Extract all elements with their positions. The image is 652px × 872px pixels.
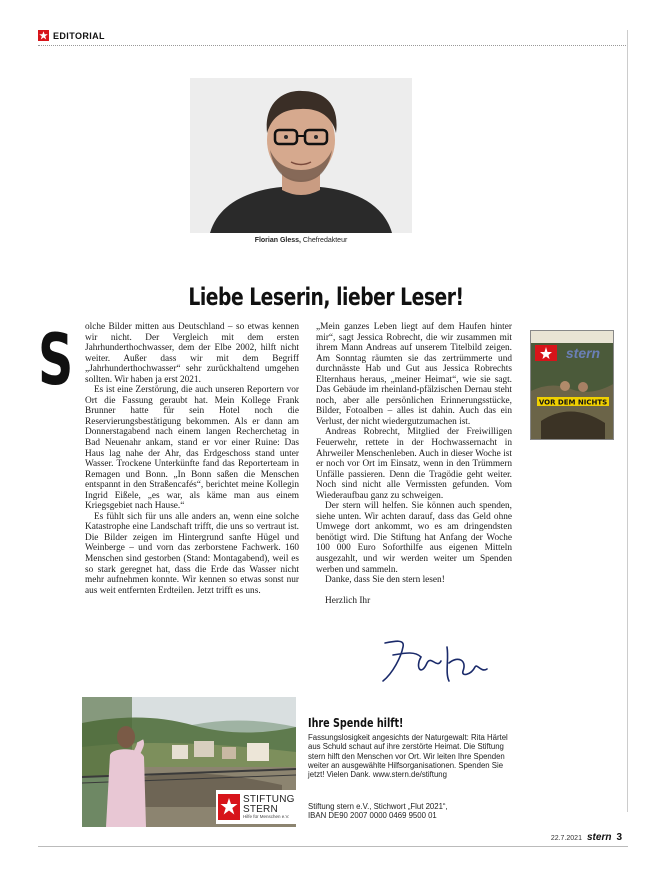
closing-line: Herzlich Ihr <box>325 595 371 606</box>
section-header <box>38 30 105 41</box>
paragraph: Der stern will helfen. Sie können auch spenden, siehe unten. Wir achten darauf, dass das Geld ohne Umwege dort ankommt, wo es am dringendsten benötigt wird. Die Stiftung hat Anfang der Woche 100 000 Euro Soforthilfe aus eigenen Mitteln ausgezahlt, und wir werden weiter um Spenden werben und sammeln. <box>316 501 512 575</box>
donation-bank-details <box>308 802 508 821</box>
editor-signature <box>375 633 495 688</box>
footer-divider <box>38 846 628 847</box>
drop-cap: S <box>38 319 74 401</box>
magazine-cover-thumbnail <box>530 330 614 440</box>
bank-line-1: Stiftung stern e.V., Stichwort „Flut 2021“, <box>308 802 448 811</box>
stiftung-stern-logo <box>216 790 300 824</box>
stern-star-icon <box>38 30 49 41</box>
paragraph: „Mein ganzes Leben liegt auf dem Haufen hinter mir“, sagt Jessica Robrecht, die wir zusammen mit ihrem Mann Andreas auf unserem Titelbild zeigen. Am Sonntag räumten sie das zertrümmerte und durchnässte Hab und Gut aus Jessica Robrechts Elternhaus heraus, „meiner Heimat“, wie sie sagt. Das Gebäude im rheinland-pfälzischen Dernau steht noch, aber alle persönlichen Erinnerungsstücke, Bilder, Fotoalben – alles ist dahin. Auch das ein Verlust, der nicht wiedergutzumachen ist. <box>316 322 512 427</box>
stiftung-line2: STERN <box>243 803 278 815</box>
page-edge-line <box>627 30 628 812</box>
cover-banner: VOR DEM NICHTS <box>538 398 608 407</box>
paragraph: Danke, dass Sie den stern lesen! <box>325 575 445 586</box>
donation-text: Fassungslosigkeit angesichts der Naturgewalt: Rita Härtel aus Schuld schaut auf ihre zerstörte Heimat. Die Stiftung stern hilft den Menschen vor Ort. Wir leiten Ihre Spenden weiter an ausgewählte Hilfsorganisationen. Spenden Sie jetzt! Vielen Dank. www.stern.de/stiftung <box>308 733 508 780</box>
editor-portrait <box>190 78 412 233</box>
paragraph: olche Bilder mitten aus Deutschland – so etwas kennen wir nicht. Der Vergleich mit dem ersten Jahrhunderthochwasser, dem der Elbe 2002, hilft nicht weiter. Außer dass wir mit dem Begriff „Jahrhunderthochwasser“ sehr zurückhaltend umgehen sollten. Wir haben ja erst 2021. <box>85 322 299 385</box>
paragraph: Es fühlt sich für uns alle anders an, wenn eine solche Katastrophe eine Landschaft trifft, die uns so vertraut ist. Die Bilder zeigen im Hintergrund sanfte Hügel und Weinberge – und vorn das zerborstene Fachwerk. 160 Menschen sind gestorben (Stand: Montagabend), weil es so stark geregnet hat, dass die Erde das Wasser nicht mehr aufnehmen konnte. Wir kennen so etwas sonst nur aus weit entfernten Erdteilen. Jetzt trifft es uns. <box>85 511 299 596</box>
article-column-1 <box>85 322 299 596</box>
stiftung-tagline: Hilfe für Menschen e.V. <box>243 813 290 819</box>
article-column-2 <box>316 322 512 606</box>
footer-brand: stern <box>586 832 612 843</box>
donation-title: Ihre Spende hilft! <box>308 716 404 730</box>
paragraph: Andreas Robrecht, Mitglied der Freiwilligen Feuerwehr, rettete in der Hochwassernacht in Ahrweiler Menschenleben. Auch in dieser Woche ist er noch vor Ort im Einsatz, wenn in den Trümmern Unfälle passieren. Denn die Tragödie geht weiter. Noch sind nicht alle Vermissten gefunden. Vom Wiederaufbau ganz zu schweigen. <box>316 427 512 501</box>
page-title: Liebe Leserin, lieber Leser! <box>188 283 464 311</box>
paragraph: Es ist eine Zerstörung, die auch unseren Reportern vor Ort die Fassung geraubt hat. Mein Kollege Frank Brunner hatte für sein Hotel noch die Reservierungsbestätigung bekommen. Als er dann am Donnerstagabend nach einem langen Recherchetag in Bad Neuenahr ankam, stand er vor einer Ruine: Das Haus lag nahe der Ahr, das Erdgeschoss stand unter Wasser. Trockene Unterkünfte fand das Reporterteam in Remagen und Bonn. „In Bonn saßen die Menschen entspannt in den Straßencafés“, berichtet meine Kollegin Ingrid Eißele, „es war, als käme man aus einem Kriegsgebiet nach Hause.“ <box>85 385 299 512</box>
issue-date: 22.7.2021 <box>550 835 582 842</box>
page-number: 3 <box>616 832 622 843</box>
cover-logo: stern <box>565 345 601 361</box>
stiftung-line1: STIFTUNG <box>243 793 295 805</box>
caption-name: Florian Gless, <box>254 237 301 244</box>
portrait-caption <box>190 237 412 244</box>
caption-role: Chefredakteur <box>300 237 348 244</box>
section-label: EDITORIAL <box>53 30 105 41</box>
page-footer <box>551 832 622 843</box>
stiftung-star-icon <box>218 794 240 820</box>
header-divider <box>38 45 628 46</box>
bank-line-2: IBAN DE90 2007 0000 0469 9500 01 <box>308 811 437 821</box>
